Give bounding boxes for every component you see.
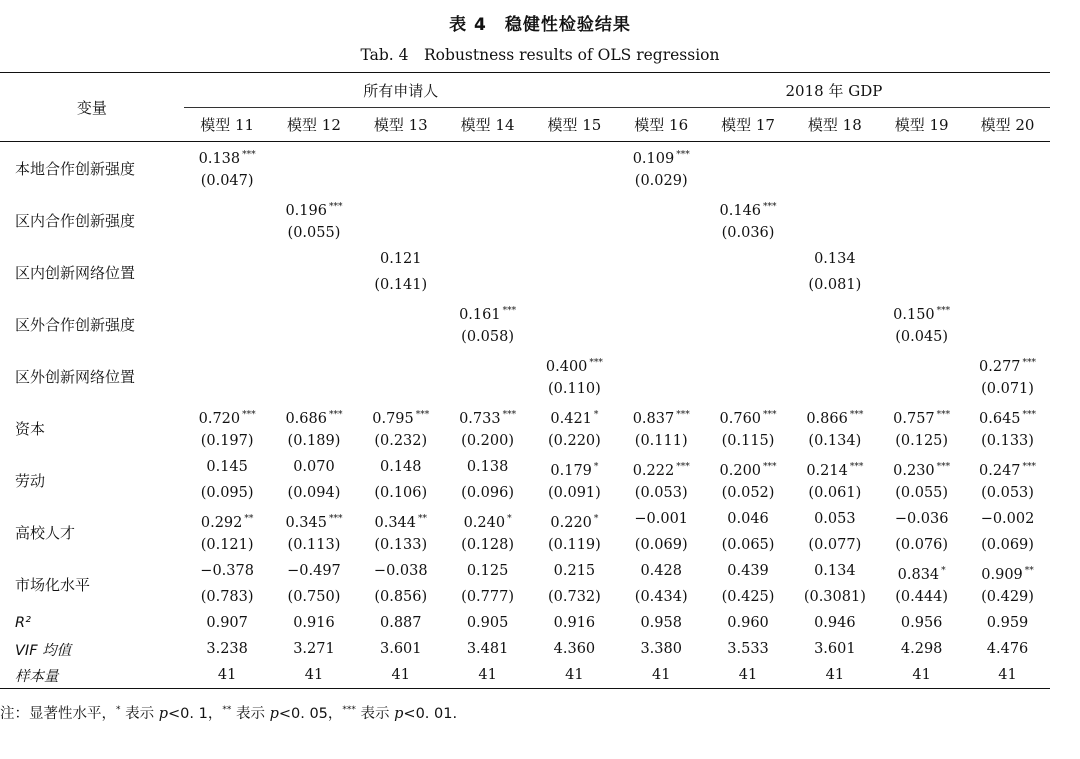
coefficient: 0.760 [719,410,762,427]
coefficient: 0.834 [897,566,940,583]
table-cell [965,558,1050,610]
model-header: 模型 17 [721,116,775,134]
table-row [0,246,1050,298]
standard-error: (0.232) [374,433,428,449]
table-cell [791,194,878,246]
significance-stars: *** [936,462,951,472]
table-cell [357,506,444,558]
coefficient: 0.909 [981,566,1023,583]
significance-stars: *** [1022,358,1037,368]
significance-stars: *** [589,358,603,368]
table-cell [618,298,705,350]
standard-error: (0.029) [634,173,688,189]
table-cell [618,506,705,558]
stat-value: 3.533 [727,641,769,657]
significance-stars: *** [936,306,951,316]
model-header: 模型 14 [460,116,515,134]
table-cell [444,194,531,246]
significance-stars: * [941,566,946,576]
stat-value: 4.360 [553,641,596,657]
model-header: 模型 19 [894,116,949,134]
standard-error: (0.732) [547,589,601,605]
table-cell [705,454,792,506]
table-cell [444,558,531,610]
variable-label: 劳动 [15,471,46,490]
coefficient: −0.001 [634,511,689,527]
table-cell [791,558,878,610]
table-cell [618,402,705,454]
table-cell [878,558,965,610]
table-cell [444,298,531,350]
coefficient: −0.378 [200,563,254,579]
significance-stars: *** [676,462,690,472]
table-cell [705,194,792,246]
table-cell [878,298,965,350]
coefficient: 0.125 [466,563,509,579]
table-cell [184,246,271,298]
standard-error: (0.069) [981,537,1034,553]
table-cell [878,246,965,298]
table-cell [791,246,878,298]
table-row [0,194,1050,246]
stat-value: 4.476 [986,641,1029,657]
model-header: 模型 15 [547,116,602,134]
stat-value: 0.956 [900,615,943,631]
group-all-applicants: 所有申请人 [184,73,618,108]
table-cell [791,506,878,558]
model-header: 模型 12 [287,116,341,134]
table-cell [271,402,358,454]
significance-stars: *** [1022,410,1037,420]
coefficient: 0.134 [814,251,856,267]
stat-label: VIF 均值 [15,642,72,659]
table-cell [184,506,271,558]
standard-error: (0.111) [634,433,688,449]
standard-error: (0.071) [981,381,1034,397]
standard-error: (0.065) [721,537,775,553]
table-cell [705,142,792,195]
standard-error: (0.058) [461,329,514,345]
standard-error: (0.110) [547,381,601,397]
var-header: 变量 [0,73,184,142]
coefficient: 0.439 [727,563,769,579]
table-cell [357,298,444,350]
table-cell [618,454,705,506]
coefficient: 0.277 [979,358,1021,375]
table-title-en: Tab. 4 Robustness results of OLS regression [360,46,720,64]
table-cell [271,350,358,402]
table-cell [791,298,878,350]
table-title-cn: 表 4 稳健性检验结果 [449,15,631,35]
variable-label: 区内创新网络位置 [15,263,136,282]
coefficient: 0.686 [285,410,327,427]
table-cell [878,454,965,506]
table-cell [444,454,531,506]
table-cell [878,402,965,454]
coefficient: −0.497 [287,563,341,579]
stat-value: 41 [391,667,410,683]
stat-value: 3.601 [814,641,856,657]
table-cell [965,350,1050,402]
standard-error: (0.220) [547,433,601,449]
significance-stars: *** [502,410,517,420]
significance-stars: *** [676,150,690,160]
model-header: 模型 13 [373,116,428,134]
significance-stars: *** [415,410,430,420]
variable-label: 区外创新网络位置 [15,367,136,386]
variable-label: 区外合作创新强度 [15,315,136,334]
coefficient: 0.230 [893,462,935,479]
table-cell [965,142,1050,195]
table-cell [618,350,705,402]
stat-value: 41 [478,667,497,683]
stat-value: 41 [217,667,237,683]
coefficient: 0.150 [893,306,935,323]
table-row [0,402,1050,454]
table-cell [791,454,878,506]
standard-error: (0.189) [287,433,341,449]
coefficient: 0.344 [374,514,417,531]
variable-label: 高校人才 [15,523,76,542]
table-cell [531,194,618,246]
standard-error: (0.783) [200,589,254,605]
variable-label: 本地合作创新强度 [15,159,136,178]
stat-value: 41 [651,667,671,683]
significance-stars: *** [936,410,951,420]
table-cell [184,558,271,610]
stat-value: 41 [304,667,324,683]
stat-value: 41 [998,667,1017,683]
significance-stars: ** [1024,566,1034,576]
standard-error: (0.125) [895,433,949,449]
coefficient: 0.214 [806,462,848,479]
coefficient: 0.138 [198,150,241,167]
standard-error: (0.036) [721,225,775,241]
coefficient: 0.247 [979,462,1021,479]
stat-value: 0.959 [986,615,1029,631]
significance-stars: *** [849,410,864,420]
table-row [0,350,1050,402]
table-cell [357,350,444,402]
table-cell [444,246,531,298]
standard-error: (0.091) [547,485,601,501]
stat-value: 3.271 [293,641,335,657]
coefficient: 0.795 [372,410,414,427]
table-cell [705,350,792,402]
stat-value: 0.916 [553,615,596,631]
table-cell [531,402,618,454]
standard-error: (0.444) [895,589,949,605]
coefficient: 0.645 [979,410,1021,427]
coefficient: 0.121 [380,251,422,267]
standard-error: (0.076) [895,537,949,553]
stat-value: 0.916 [293,615,335,631]
significance-stars: *** [328,410,343,420]
standard-error: (0.119) [547,537,601,553]
significance-stars: ** [244,514,254,524]
table-cell [618,558,705,610]
table-cell [618,194,705,246]
table-cell [444,350,531,402]
table-cell [705,246,792,298]
table-cell [965,402,1050,454]
standard-error: (0.133) [374,537,428,553]
standard-error: (0.3081) [803,589,866,605]
standard-error: (0.197) [200,433,254,449]
coefficient: 0.148 [380,459,422,475]
coefficient: 0.757 [893,410,935,427]
standard-error: (0.047) [200,173,254,189]
coefficient: 0.161 [459,306,501,323]
stat-row [0,610,1050,636]
significance-stars: *** [763,410,777,420]
variable-label: 区内合作创新强度 [15,211,136,230]
standard-error: (0.053) [634,485,688,501]
standard-error: (0.128) [461,537,514,553]
significance-stars: *** [676,410,690,420]
stat-value: 0.946 [814,615,856,631]
stat-row [0,662,1050,689]
table-cell [271,194,358,246]
model-header: 模型 18 [807,116,862,134]
coefficient: 0.145 [206,459,248,475]
standard-error: (0.061) [808,485,862,501]
table-cell [444,142,531,195]
table-cell [531,506,618,558]
table-row [0,506,1050,558]
standard-error: (0.429) [981,589,1034,605]
table-cell [184,194,271,246]
coefficient: 0.053 [814,511,856,527]
standard-error: (0.053) [981,485,1034,501]
stat-value: 0.907 [206,615,248,631]
coefficient: 0.292 [200,514,243,531]
coefficient: 0.345 [285,514,327,531]
table-row [0,454,1050,506]
significance-stars: * [593,410,599,420]
stat-value: 41 [912,667,931,683]
standard-error: (0.115) [721,433,775,449]
coefficient: −0.038 [373,563,428,579]
stat-value: 41 [738,667,758,683]
model-header: 模型 20 [980,116,1035,134]
standard-error: (0.425) [721,589,775,605]
table-cell [184,402,271,454]
standard-error: (0.052) [721,485,775,501]
table-cell [184,142,271,195]
significance-stars: *** [328,202,343,212]
coefficient: 0.215 [553,563,596,579]
table-row [0,142,1050,195]
significance-stars: * [507,514,512,524]
table-row [0,298,1050,350]
table-cell [791,350,878,402]
table-cell [965,194,1050,246]
stat-value: 4.298 [900,641,943,657]
table-cell [531,142,618,195]
significance-stars: ** [418,514,428,524]
variable-label: 资本 [15,419,46,438]
significance-stars: *** [328,514,343,524]
standard-error: (0.113) [287,537,341,553]
significance-stars: *** [242,410,256,420]
coefficient: 0.134 [814,563,856,579]
stat-value: 3.380 [640,641,682,657]
coefficient: 0.046 [727,511,769,527]
table-cell [878,350,965,402]
coefficient: 0.720 [198,410,241,427]
table-cell [531,350,618,402]
stat-label: 样本量 [15,668,59,685]
table-cell [965,246,1050,298]
coefficient: 0.109 [632,150,675,167]
model-header: 模型 16 [634,116,689,134]
standard-error: (0.069) [634,537,688,553]
table-cell [965,506,1050,558]
coefficient: 0.196 [285,202,327,219]
table-cell [271,246,358,298]
stat-value: 3.481 [466,641,509,657]
significance-stars: *** [849,462,864,472]
stat-value: 0.960 [727,615,769,631]
results-table [0,72,1050,689]
standard-error: (0.200) [461,433,514,449]
table-note: 注：显著性水平，* 表示 p<0. 1，** 表示 p<0. 05，*** 表示 p<0. 01. [0,705,458,722]
coefficient: 0.240 [463,514,506,531]
standard-error: (0.055) [895,485,949,501]
standard-error: (0.121) [200,537,254,553]
standard-error: (0.856) [374,589,428,605]
table-cell [444,506,531,558]
table-cell [184,454,271,506]
table-cell [965,454,1050,506]
significance-stars: *** [1022,462,1037,472]
table-cell [531,246,618,298]
coefficient: −0.002 [980,511,1035,527]
table-cell [357,454,444,506]
standard-error: (0.777) [461,589,514,605]
stat-value: 3.238 [206,641,248,657]
standard-error: (0.134) [808,433,862,449]
table-cell [965,298,1050,350]
standard-error: (0.055) [287,225,341,241]
coefficient: 0.866 [806,410,848,427]
table-cell [271,454,358,506]
table-cell [531,298,618,350]
standard-error: (0.141) [374,277,428,293]
table-row [0,558,1050,610]
table-cell [618,246,705,298]
coefficient: 0.400 [545,358,588,375]
table-cell [444,402,531,454]
stat-label: R² [15,615,31,631]
table-cell [878,142,965,195]
coefficient: 0.428 [640,563,682,579]
coefficient: −0.036 [894,511,949,527]
table-cell [357,246,444,298]
table-cell [357,402,444,454]
significance-stars: *** [763,462,777,472]
group-gdp-2018: 2018 年 GDP [618,73,1050,108]
table-cell [271,506,358,558]
table-cell [184,350,271,402]
significance-stars: * [593,462,599,472]
stat-value: 41 [565,667,584,683]
table-cell [531,558,618,610]
table-cell [271,142,358,195]
variable-label: 市场化水平 [15,575,91,594]
table-cell [705,402,792,454]
coefficient: 0.220 [550,514,592,531]
coefficient: 0.179 [550,462,592,479]
table-cell [791,142,878,195]
table-cell [271,298,358,350]
standard-error: (0.434) [634,589,688,605]
standard-error: (0.750) [287,589,341,605]
standard-error: (0.106) [374,485,428,501]
standard-error: (0.095) [200,485,254,501]
coefficient: 0.222 [632,462,675,479]
stat-row [0,636,1050,662]
table-cell [271,558,358,610]
coefficient: 0.070 [293,459,335,475]
coefficient: 0.421 [550,410,592,427]
table-cell [531,454,618,506]
table-cell [184,298,271,350]
significance-stars: * [593,514,599,524]
table-cell [357,558,444,610]
table-cell [878,506,965,558]
significance-stars: *** [763,202,777,212]
coefficient: 0.733 [459,410,501,427]
stat-value: 0.905 [466,615,509,631]
table-cell [705,506,792,558]
table-cell [357,142,444,195]
standard-error: (0.081) [808,277,862,293]
coefficient: 0.138 [466,459,509,475]
standard-error: (0.045) [895,329,949,345]
coefficient: 0.200 [719,462,762,479]
standard-error: (0.096) [461,485,514,501]
significance-stars: *** [242,150,256,160]
stat-value: 0.887 [380,615,422,631]
stat-value: 3.601 [380,641,422,657]
stat-value: 41 [825,667,845,683]
table-cell [705,298,792,350]
stat-value: 0.958 [640,615,682,631]
standard-error: (0.094) [287,485,341,501]
table-cell [705,558,792,610]
table-cell [618,142,705,195]
standard-error: (0.077) [808,537,862,553]
model-header: 模型 11 [200,116,255,134]
coefficient: 0.146 [719,202,762,219]
table-cell [791,402,878,454]
table-cell [357,194,444,246]
coefficient: 0.837 [632,410,675,427]
standard-error: (0.133) [981,433,1034,449]
significance-stars: *** [502,306,517,316]
table-cell [878,194,965,246]
